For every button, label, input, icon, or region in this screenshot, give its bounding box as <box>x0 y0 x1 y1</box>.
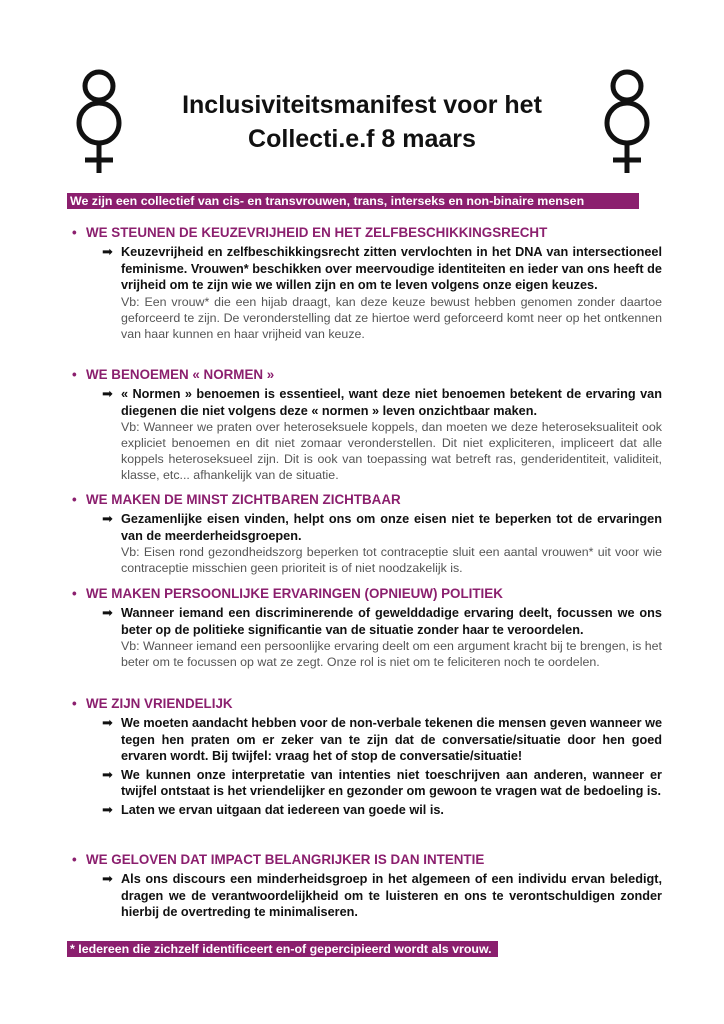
intro-banner: We zijn een collectief van cis- en transvrouwen, trans, interseks en non-binaire mensen <box>67 193 639 209</box>
section-heading: • WE BENOEMEN « NORMEN » <box>72 367 275 382</box>
right-arrow-icon: ➡ <box>102 511 113 526</box>
section-heading: • WE MAKEN DE MINST ZICHTBAREN ZICHTBAAR <box>72 492 401 507</box>
right-arrow-icon: ➡ <box>102 715 113 730</box>
item-text: « Normen » benoemen is essentieel, want deze niet benoemen betekent de ervaring van diegenen die niet volgens deze « normen » leven onzichtbaar maken. <box>121 387 662 418</box>
item-text: We kunnen onze interpretatie van intenties niet toeschrijven aan anderen, wanneer er twijfel ontstaat is het vriendelijker en gezonder om gewoon te vragen wat de bedoeling is. <box>121 767 662 798</box>
double-venus-icon <box>70 68 128 176</box>
right-arrow-icon: ➡ <box>102 386 113 401</box>
section-heading: • WE ZIJN VRIENDELIJK <box>72 696 233 711</box>
right-arrow-icon: ➡ <box>102 244 113 259</box>
double-venus-icon <box>598 68 656 176</box>
item-example: Vb: Een vrouw* die een hijab draagt, kan deze keuze bewust hebben genomen zonder daartoe geforceerd te zijn. De veronderstelling dat ze hiertoe werd geforceerd komt neer op het ontkennen van haar kunnen en haar vrijheid van keuze. <box>121 294 662 341</box>
page-title: Inclusiviteitsmanifest voor het Collecti.e.f 8 maars <box>182 91 542 153</box>
section-heading: • WE GELOVEN DAT IMPACT BELANGRIJKER IS DAN INTENTIE <box>72 852 485 867</box>
right-arrow-icon: ➡ <box>102 605 113 620</box>
list-item <box>102 767 662 800</box>
item-example: Vb: Wanneer we praten over heteroseksuele koppels, dan moeten we deze heteroseksualiteit ook expliciet benoemen en dit niet zomaar veronderstellen. Dit niet expliciteren, impliceert dat alle koppels heteroseksueel zijn. Dit is ook van toepassing wat betreft ras, genderidentiteit, validiteit, klasse, etc... afhankelijk van de situatie. <box>121 420 662 482</box>
right-arrow-icon: ➡ <box>102 801 113 817</box>
item-example: Vb: Wanneer iemand een persoonlijke ervaring deelt om een argument kracht bij te brengen, is het beter om te focussen op wat ze zegt. Onze rol is niet om te feliciteren noch te oordelen. <box>121 639 662 669</box>
bullet-dot: • <box>72 225 77 240</box>
bullet-dot: • <box>72 852 77 867</box>
bullet-dot: • <box>72 586 77 601</box>
item-example: Vb: Eisen rond gezondheidszorg beperken tot contraceptie sluit een aantal vrouwen* uit voor wie contraceptie misschien geen prioriteit is of niet noodzakelijk is. <box>121 545 662 575</box>
item-text: We moeten aandacht hebben voor de non-verbale tekenen die mensen geven wanneer we tegen hen praten om er zeker van te zijn dat de conversatie/situatie door hen goed ervaren wordt. Bij twijfel: vraag het of stop de conversatie/situatie! <box>121 716 662 763</box>
item-text: Gezamenlijke eisen vinden, helpt ons om onze eisen niet te beperken tot de ervaringen van de meerderheidsgroepen. <box>121 512 662 543</box>
section-zichtbaar <box>72 491 662 576</box>
bullet-dot: • <box>72 696 77 711</box>
right-arrow-icon: ➡ <box>102 766 113 782</box>
list-item <box>102 802 662 819</box>
section-politiek <box>72 585 662 670</box>
section-normen <box>72 366 662 483</box>
item-text: Laten we ervan uitgaan dat iedereen van goede wil is. <box>121 802 444 817</box>
section-keuzevrijheid <box>72 224 662 342</box>
right-arrow-icon: ➡ <box>102 871 113 886</box>
section-heading: • WE MAKEN PERSOONLIJKE ERVARINGEN (OPNIEUW) POLITIEK <box>72 586 503 601</box>
bullet-dot: • <box>72 367 77 382</box>
list-item <box>102 511 662 576</box>
list-item <box>102 871 662 921</box>
bullet-dot: • <box>72 492 77 507</box>
item-text: Als ons discours een minderheidsgroep in het algemeen of een individu ervan beledigt, dragen we de verantwoordelijkheid om te luisteren en ons te verontschuldigen zonder hierbij de overtreding te minimaliseren. <box>121 872 662 919</box>
section-vriendelijk <box>72 695 662 818</box>
list-item <box>102 605 662 670</box>
list-item <box>102 386 662 483</box>
item-text: Wanneer iemand een discriminerende of gewelddadige ervaring deelt, focussen we ons beter op de politieke significantie van de situatie zonder haar te veroordelen. <box>121 606 662 637</box>
list-item <box>102 715 662 765</box>
list-item <box>102 244 662 342</box>
section-impact <box>72 851 662 921</box>
item-text: Keuzevrijheid en zelfbeschikkingsrecht zitten vervlochten in het DNA van intersectioneel feminisme. Vrouwen* beschikken over meervoudige identiteiten en ieder van ons heeft de vrijheid om te zijn wie we willen zijn en om te leven volgens onze eigen keuzes. <box>121 245 662 292</box>
footnote-banner: * Iedereen die zichzelf identificeert en-of gepercipieerd wordt als vrouw. <box>67 941 498 957</box>
section-heading: • WE STEUNEN DE KEUZEVRIJHEID EN HET ZELFBESCHIKKINGSRECHT <box>72 225 548 240</box>
